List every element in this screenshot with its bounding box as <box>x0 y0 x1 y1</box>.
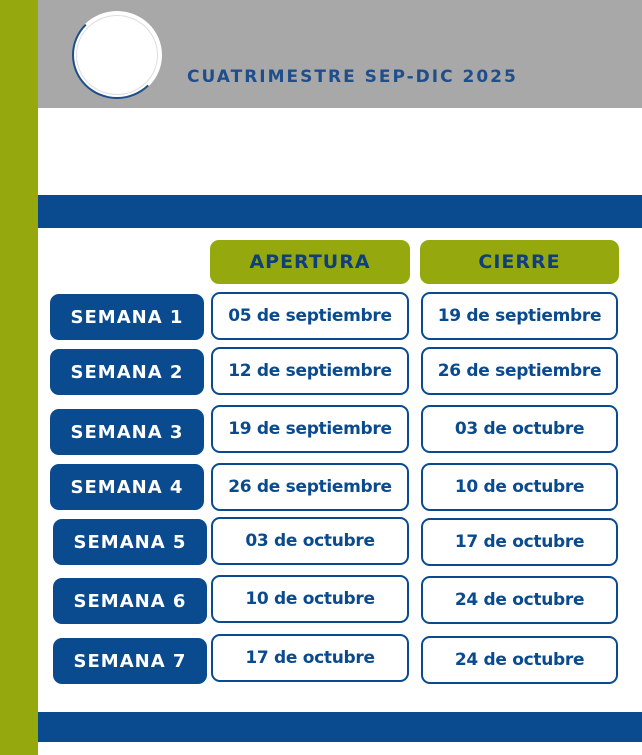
week-label-2: SEMANA 2 <box>50 349 204 395</box>
divider-band-top <box>38 195 642 228</box>
page-title: CUATRIMESTRE SEP-DIC 2025 <box>187 67 518 87</box>
week-label-5: SEMANA 5 <box>53 519 207 565</box>
opening-date-4: 26 de septiembre <box>211 463 409 511</box>
opening-date-6: 10 de octubre <box>211 575 409 623</box>
closing-date-4: 10 de octubre <box>421 463 618 511</box>
column-header-apertura: APERTURA <box>210 240 410 284</box>
logo-circle-icon <box>72 11 162 99</box>
closing-date-2: 26 de septiembre <box>421 347 618 395</box>
closing-date-7: 24 de octubre <box>421 636 618 684</box>
week-label-1: SEMANA 1 <box>50 294 204 340</box>
closing-date-5: 17 de octubre <box>421 518 618 566</box>
opening-date-1: 05 de septiembre <box>211 292 409 340</box>
closing-date-3: 03 de octubre <box>421 405 618 453</box>
opening-date-3: 19 de septiembre <box>211 405 409 453</box>
closing-date-6: 24 de octubre <box>421 576 618 624</box>
week-label-6: SEMANA 6 <box>53 578 207 624</box>
week-label-4: SEMANA 4 <box>50 464 204 510</box>
opening-date-5: 03 de octubre <box>211 517 409 565</box>
opening-date-2: 12 de septiembre <box>211 347 409 395</box>
week-label-7: SEMANA 7 <box>53 638 207 684</box>
divider-band-bottom <box>38 712 642 742</box>
week-label-3: SEMANA 3 <box>50 409 204 455</box>
closing-date-1: 19 de septiembre <box>421 292 618 340</box>
column-header-cierre: CIERRE <box>420 240 619 284</box>
left-accent-bar <box>0 0 38 755</box>
opening-date-7: 17 de octubre <box>211 634 409 682</box>
